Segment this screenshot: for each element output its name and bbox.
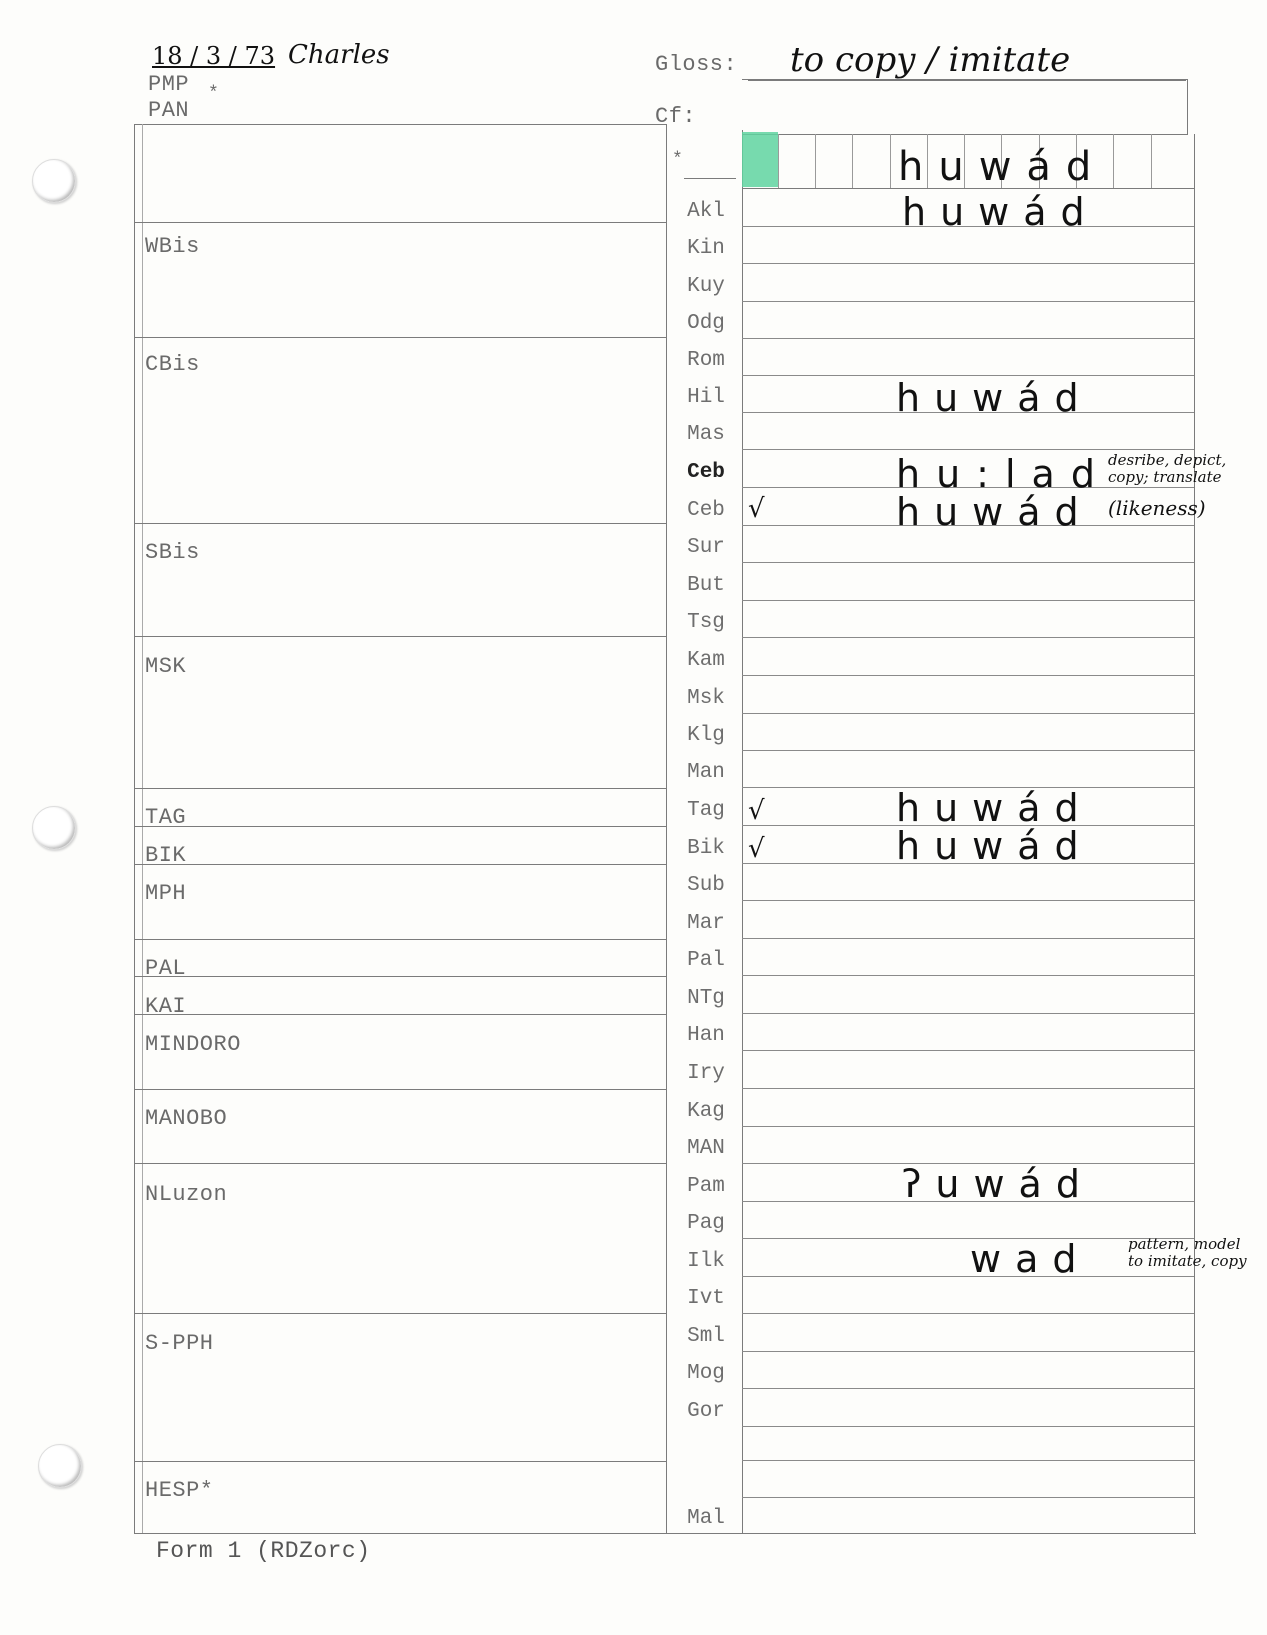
group-line xyxy=(134,826,666,827)
language-code: Kin xyxy=(687,237,725,260)
group-line xyxy=(134,1313,666,1314)
row-line xyxy=(742,1426,1194,1427)
group-label: PAL xyxy=(145,956,187,981)
group-label: WBis xyxy=(145,234,200,259)
language-code: Hil xyxy=(687,386,725,409)
highlight-box xyxy=(742,132,778,187)
row-line xyxy=(742,1351,1194,1352)
row-line xyxy=(742,1013,1194,1014)
group-label: MPH xyxy=(145,881,187,906)
language-code: NTg xyxy=(687,987,725,1010)
reconstruction-blank xyxy=(684,178,736,179)
group-line xyxy=(134,636,666,637)
language-code: Ceb xyxy=(687,461,725,484)
form-hil: huwád xyxy=(896,376,1093,420)
language-code: Tag xyxy=(687,799,725,822)
language-code: Akl xyxy=(687,200,725,223)
form-ilk: wad xyxy=(970,1237,1091,1281)
row-line xyxy=(742,713,1194,714)
language-code: Mas xyxy=(687,423,725,446)
punch-hole-middle xyxy=(32,806,76,850)
reconstruction-star: * xyxy=(672,150,684,170)
note-ilk: pattern, model to imitate, copy xyxy=(1128,1235,1247,1270)
row-line xyxy=(742,1088,1194,1089)
form-ceb-1: hu:lad xyxy=(896,452,1111,496)
cf-label: Cf: xyxy=(655,104,697,129)
frame-left-inner xyxy=(142,124,143,1534)
language-code: Kag xyxy=(687,1100,725,1123)
language-code: Bik xyxy=(687,837,725,860)
language-code: Klg xyxy=(687,724,725,747)
language-code: Tsg xyxy=(687,611,725,634)
language-code: Pam xyxy=(687,1175,725,1198)
group-label: MINDORO xyxy=(145,1032,241,1057)
punch-hole-bottom xyxy=(38,1444,82,1488)
group-label: SBis xyxy=(145,540,200,565)
language-code: Pag xyxy=(687,1212,725,1235)
punch-hole-top xyxy=(32,159,76,203)
group-line xyxy=(134,788,666,789)
row-line xyxy=(742,263,1194,264)
frame-bottom xyxy=(134,1533,1196,1534)
language-code: Odg xyxy=(687,312,725,335)
row-line xyxy=(742,1050,1194,1051)
group-line xyxy=(134,1461,666,1462)
column-divider-left xyxy=(666,124,667,1534)
form-footer: Form 1 (RDZorc) xyxy=(156,1538,371,1564)
row-line xyxy=(742,1497,1194,1498)
gloss-underline xyxy=(748,80,1186,81)
row-line xyxy=(742,1388,1194,1389)
row-line xyxy=(742,1460,1194,1461)
row-line xyxy=(742,1238,1194,1239)
check-bik: √ xyxy=(748,834,765,864)
group-label: MANOBO xyxy=(145,1106,228,1131)
frame-left xyxy=(134,124,135,1534)
language-code: Msk xyxy=(687,687,725,710)
group-label: HESP* xyxy=(145,1478,214,1503)
row-line xyxy=(742,938,1194,939)
language-code: Han xyxy=(687,1024,725,1047)
language-code: Ilk xyxy=(687,1250,725,1273)
group-label: MSK xyxy=(145,654,187,679)
group-label: BIK xyxy=(145,843,187,868)
form-akl: huwád xyxy=(902,190,1099,234)
row-line xyxy=(742,600,1194,601)
group-line xyxy=(134,976,666,977)
cf-box-top xyxy=(742,79,1188,80)
frame-top xyxy=(134,124,666,125)
group-line xyxy=(134,1014,666,1015)
pan-label: PAN xyxy=(148,98,190,123)
language-code: MAN xyxy=(687,1137,725,1160)
cf-box-right xyxy=(1187,79,1188,135)
note-ceb-1: desribe, depict, copy; translate xyxy=(1108,451,1227,486)
group-line xyxy=(134,337,666,338)
row-line xyxy=(742,449,1194,450)
row-line xyxy=(742,675,1194,676)
row-line xyxy=(742,975,1194,976)
language-code: Ivt xyxy=(687,1287,725,1310)
language-code: Kuy xyxy=(687,275,725,298)
row-line xyxy=(742,1126,1194,1127)
language-code: Ceb xyxy=(687,499,725,522)
form-pam: ʔuwád xyxy=(902,1162,1094,1206)
check-tag: √ xyxy=(748,796,765,826)
group-label: KAI xyxy=(145,994,187,1019)
group-line xyxy=(134,222,666,223)
group-line xyxy=(134,864,666,865)
row-line xyxy=(742,750,1194,751)
group-label: CBis xyxy=(145,352,200,377)
date: 18 / 3 / 73 xyxy=(152,42,276,70)
language-code: Pal xyxy=(687,949,725,972)
pmp-label: PMP xyxy=(148,72,190,97)
grid-col xyxy=(1151,134,1152,188)
row-line xyxy=(742,1313,1194,1314)
group-label: S-PPH xyxy=(145,1331,214,1356)
column-divider-right xyxy=(742,130,743,1534)
gloss-label: Gloss: xyxy=(655,52,738,77)
grid-col xyxy=(1113,134,1114,188)
grid-col xyxy=(778,134,779,188)
language-code: Kam xyxy=(687,649,725,672)
row-line xyxy=(742,301,1194,302)
row-line xyxy=(742,562,1194,563)
language-code: Mog xyxy=(687,1362,725,1385)
grid-col xyxy=(852,134,853,188)
check-ceb-2: √ xyxy=(748,494,765,524)
language-code: Sml xyxy=(687,1325,725,1348)
group-line xyxy=(134,523,666,524)
language-code: Sub xyxy=(687,874,725,897)
language-code: Mal xyxy=(687,1507,725,1530)
cf-box-bottom xyxy=(742,134,1188,135)
form-bik: huwád xyxy=(896,824,1093,868)
gloss-value: to copy / imitate xyxy=(790,40,1071,80)
language-code: Iry xyxy=(687,1062,725,1085)
language-code: Gor xyxy=(687,1400,725,1423)
group-label: NLuzon xyxy=(145,1182,228,1207)
pmp-star: * xyxy=(208,84,220,104)
row-line xyxy=(742,900,1194,901)
language-code: Man xyxy=(687,761,725,784)
reconstruction-form: huwád xyxy=(898,144,1107,190)
language-code: Mar xyxy=(687,912,725,935)
author-name: Charles xyxy=(288,40,390,70)
note-ceb-2: (likeness) xyxy=(1108,496,1206,520)
row-line xyxy=(742,1276,1194,1277)
form-ceb-2: huwád xyxy=(896,490,1093,534)
form-tag: huwád xyxy=(896,786,1093,830)
row-line xyxy=(742,637,1194,638)
row-line xyxy=(742,338,1194,339)
language-code: Sur xyxy=(687,536,725,559)
group-line xyxy=(134,939,666,940)
group-line xyxy=(134,1163,666,1164)
group-line xyxy=(134,1089,666,1090)
language-code: But xyxy=(687,574,725,597)
grid-col xyxy=(890,134,891,188)
grid-col xyxy=(815,134,816,188)
frame-right xyxy=(1194,134,1195,1534)
language-code: Rom xyxy=(687,349,725,372)
group-label: TAG xyxy=(145,805,187,830)
